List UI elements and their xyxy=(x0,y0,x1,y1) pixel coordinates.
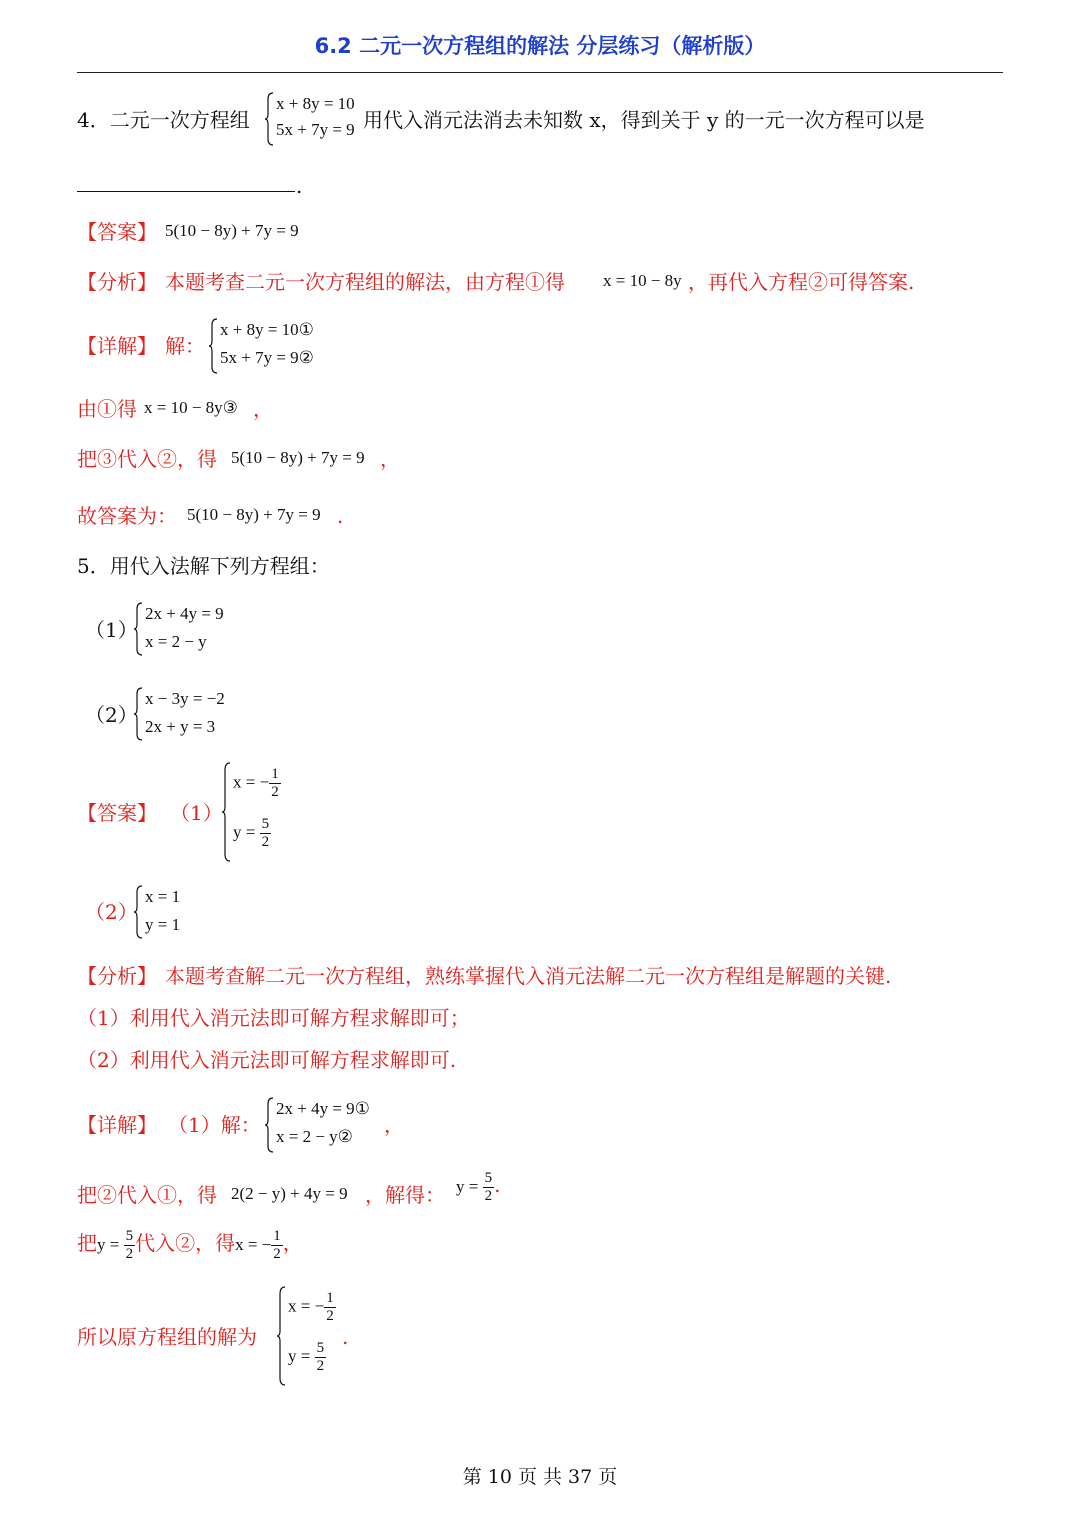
denominator: 2 xyxy=(326,1308,334,1324)
q5-detail-eq2: x = 2 − y② xyxy=(276,1127,353,1146)
numerator: 5 xyxy=(484,1170,493,1186)
q5-part1-eq2: x = 2 − y xyxy=(145,632,207,651)
q5-ans1-system xyxy=(221,762,301,862)
q4-step2-end: ， xyxy=(380,447,400,471)
step2-text: 把 xyxy=(77,1231,97,1255)
step2-y-lhs: y = xyxy=(97,1235,124,1254)
step3-y-lhs: y = xyxy=(288,1346,315,1366)
q5-prefix: 5．用代入法解下列方程组： xyxy=(77,554,330,578)
q5-detail-end: ， xyxy=(384,1113,404,1137)
brace-icon xyxy=(264,1097,274,1153)
q4-step3-end: . xyxy=(337,504,344,528)
q5-step2 xyxy=(77,1228,303,1263)
fraction xyxy=(324,1290,336,1325)
denominator: 2 xyxy=(271,784,279,800)
numerator: 1 xyxy=(326,1290,334,1306)
q4-step3-text: 故答案为： xyxy=(77,504,177,528)
step3-x-lhs: x = − xyxy=(288,1296,325,1316)
brace-icon xyxy=(208,318,218,374)
page-title: 6.2 二元一次方程组的解法 分层练习（解析版） xyxy=(314,34,766,58)
q5-part2-label: （2） xyxy=(85,703,138,727)
q4-equation-system xyxy=(264,92,374,146)
denominator: 2 xyxy=(273,1246,281,1262)
q5-ans1-label: （1） xyxy=(170,801,223,825)
fraction xyxy=(269,766,281,801)
q5-step3-x xyxy=(288,1290,336,1325)
q4-analysis-text-end: ，再代入方程②可得答案. xyxy=(688,270,915,294)
step2-x-lhs: x = − xyxy=(235,1235,272,1254)
q5-step1-text: 把②代入①，得 xyxy=(77,1183,217,1207)
denominator: 2 xyxy=(125,1246,134,1262)
q5-analysis-text: 本题考查解二元一次方程组，熟练掌握代入消元法解二元一次方程组是解题的关键. xyxy=(165,964,892,988)
q5-part2-system xyxy=(133,687,243,741)
q5-detail-label: 【详解】 xyxy=(77,1113,157,1137)
q4-step2-math: 5(10 − 8y) + 7y = 9 xyxy=(231,448,365,467)
q5-step1-mid: ，解得： xyxy=(365,1183,445,1207)
q4-step1-end: ， xyxy=(253,397,273,421)
q4-step1-math: x = 10 − 8y③ xyxy=(144,398,238,417)
numerator: 1 xyxy=(273,1228,281,1244)
q4-step1-text: 由①得 xyxy=(77,397,137,421)
q4-detail-eq1: x + 8y = 10① xyxy=(220,320,314,339)
fraction xyxy=(260,816,272,851)
numerator: 5 xyxy=(316,1340,325,1356)
fraction xyxy=(271,1228,283,1263)
q4-answer-label: 【答案】 xyxy=(77,220,157,244)
q5-ans1-x xyxy=(233,766,281,801)
fraction xyxy=(483,1170,495,1205)
q5-detail-text: （1）解： xyxy=(168,1113,261,1137)
brace-icon xyxy=(133,885,143,939)
q4-prefix: 4．二元一次方程组 xyxy=(77,108,250,132)
q5-step3-end: . xyxy=(342,1325,349,1349)
blank-end: . xyxy=(296,174,303,198)
q4-detail-label: 【详解】 xyxy=(77,334,157,358)
q4-eq1: x + 8y = 10 xyxy=(276,94,355,113)
page-footer: 第 10 页 共 37 页 xyxy=(462,1466,618,1488)
step2-text-mid: 代入②，得 xyxy=(135,1231,236,1255)
q5-step1-math: 2(2 − y) + 4y = 9 xyxy=(231,1184,348,1203)
q5-analysis-line2: （1）利用代入消元法即可解方程求解即可； xyxy=(77,1006,470,1030)
q4-detail-eq2: 5x + 7y = 9② xyxy=(220,348,314,367)
numerator: 1 xyxy=(271,766,279,782)
q4-detail-text: 解： xyxy=(165,334,205,358)
fraction xyxy=(315,1340,327,1375)
q5-analysis-line3: （2）利用代入消元法即可解方程求解即可. xyxy=(77,1048,457,1072)
numerator: 5 xyxy=(261,816,270,832)
step2-end: ， xyxy=(282,1231,303,1255)
q5-step1-result xyxy=(456,1170,500,1205)
q5-detail-system xyxy=(264,1097,389,1153)
answer-blank xyxy=(77,191,295,192)
q5-part2-eq2: 2x + y = 3 xyxy=(145,717,216,736)
step1-result-lhs: y = xyxy=(456,1177,483,1196)
q5-part1-label: （1） xyxy=(85,618,138,642)
q4-analysis-label: 【分析】 xyxy=(77,270,157,294)
q4-step3-math: 5(10 − 8y) + 7y = 9 xyxy=(187,505,321,524)
q4-analysis-text: 本题考查二元一次方程组的解法，由方程①得 xyxy=(165,270,565,294)
q4-detail-system xyxy=(208,318,338,374)
q5-ans2-label: （2） xyxy=(85,900,138,924)
q4-suffix: 用代入消元法消去未知数 x，得到关于 y 的一元一次方程可以是 xyxy=(363,108,925,132)
q5-analysis-label: 【分析】 xyxy=(77,964,157,988)
q5-part1-system xyxy=(133,602,243,656)
brace-icon xyxy=(133,602,143,656)
ans1-y-lhs: y = xyxy=(233,822,260,842)
q4-step2-text: 把③代入②，得 xyxy=(77,447,217,471)
brace-icon xyxy=(221,762,231,862)
step1-end: . xyxy=(494,1173,501,1197)
header-divider xyxy=(77,72,1003,73)
q5-ans2-eq1: x = 1 xyxy=(145,887,181,906)
denominator: 2 xyxy=(484,1188,493,1204)
denominator: 2 xyxy=(316,1358,325,1374)
fraction xyxy=(124,1228,136,1263)
q5-ans1-y xyxy=(233,816,271,851)
q5-answer-label: 【答案】 xyxy=(77,801,157,825)
q5-ans2-eq2: y = 1 xyxy=(145,915,181,934)
q5-ans2-system xyxy=(133,885,203,939)
brace-icon xyxy=(264,92,274,146)
brace-icon xyxy=(276,1286,286,1386)
q4-eq2: 5x + 7y = 9 xyxy=(276,120,355,139)
q5-part2-eq1: x − 3y = −2 xyxy=(145,689,225,708)
brace-icon xyxy=(133,687,143,741)
q4-analysis-math: x = 10 − 8y xyxy=(603,271,682,290)
q5-part1-eq1: 2x + 4y = 9 xyxy=(145,604,224,623)
q5-detail-eq1: 2x + 4y = 9① xyxy=(276,1099,370,1118)
numerator: 5 xyxy=(125,1228,134,1244)
ans1-x-lhs: x = − xyxy=(233,772,270,792)
denominator: 2 xyxy=(261,834,270,850)
q5-step3-y xyxy=(288,1340,326,1375)
q5-step3-text: 所以原方程组的解为 xyxy=(77,1325,257,1349)
q4-answer: 5(10 − 8y) + 7y = 9 xyxy=(165,221,299,240)
